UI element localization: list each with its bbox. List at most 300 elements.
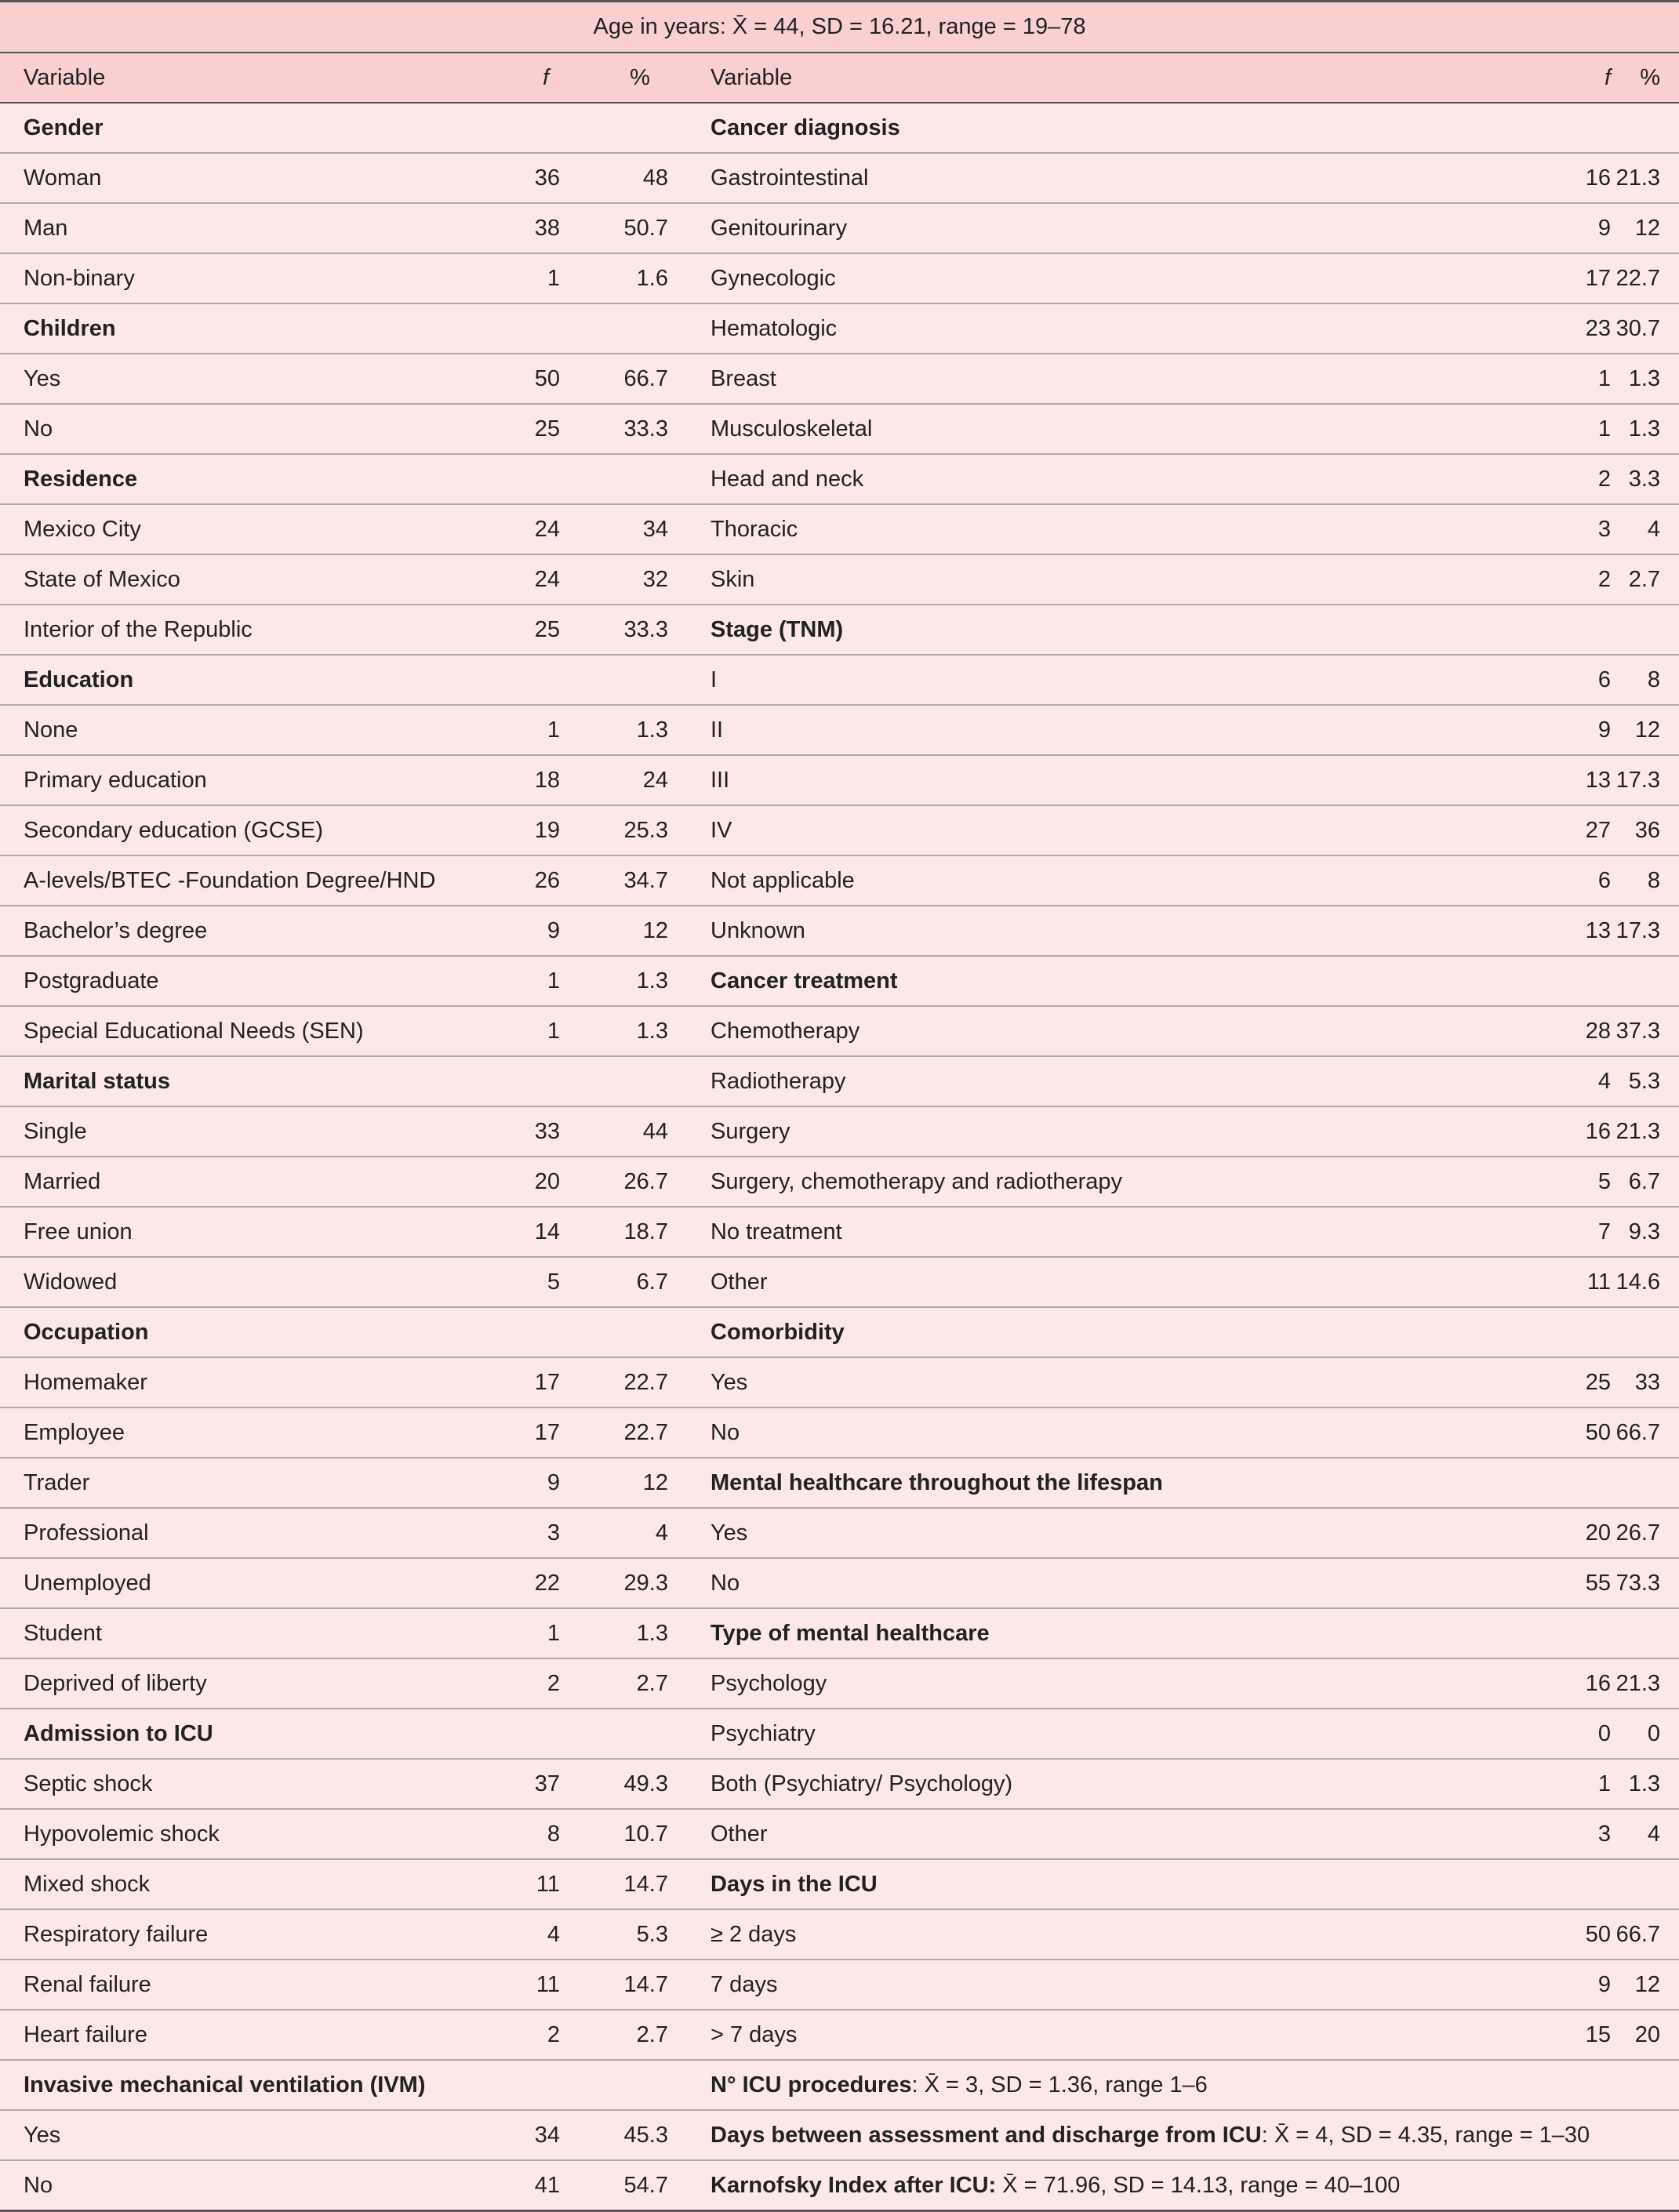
table-row (0, 1859, 1679, 1909)
table-row (0, 1157, 1679, 1207)
left-variable-label: Respiratory failure (0, 1909, 499, 1960)
summary-stat-value: : X̄ = 3, SD = 1.36, range 1–6 (911, 2072, 1208, 2098)
left-percent: 66.7 (561, 354, 687, 404)
table-row (0, 1759, 1679, 1809)
left-percent: 18.7 (561, 1207, 687, 1257)
right-frequency: 11 (1550, 1257, 1612, 1307)
col-header-f: f (499, 53, 561, 103)
right-percent: 4 (1612, 1809, 1679, 1859)
right-frequency: 20 (1550, 1508, 1612, 1558)
right-percent: 4 (1612, 504, 1679, 554)
table-row (0, 2160, 1679, 2211)
left-frequency: 24 (499, 554, 561, 605)
right-percent: 12 (1612, 1960, 1679, 2010)
left-frequency (499, 1307, 561, 1357)
right-variable-label: No (687, 1558, 1550, 1608)
summary-stat-value: X̄ = 71.96, SD = 14.13, range = 40–100 (996, 2172, 1401, 2198)
right-frequency: 9 (1550, 705, 1612, 755)
right-percent: 2.7 (1612, 554, 1679, 605)
left-frequency: 1 (499, 1608, 561, 1658)
left-percent: 12 (561, 906, 687, 956)
right-percent: 66.7 (1612, 1909, 1679, 1960)
table-row (0, 1658, 1679, 1709)
left-percent: 26.7 (561, 1157, 687, 1207)
left-percent: 6.7 (561, 1257, 687, 1307)
right-variable-label: Yes (687, 1508, 1550, 1558)
right-frequency: 1 (1550, 404, 1612, 454)
right-variable-label: Mental healthcare throughout the lifespan (687, 1458, 1550, 1508)
table-row (0, 855, 1679, 906)
left-percent: 22.7 (561, 1407, 687, 1458)
left-frequency: 26 (499, 855, 561, 906)
left-frequency: 38 (499, 203, 561, 253)
table-row (0, 1960, 1679, 2010)
right-variable-label: Head and neck (687, 454, 1550, 504)
left-frequency (499, 655, 561, 705)
left-frequency (499, 103, 561, 153)
left-frequency: 9 (499, 1458, 561, 1508)
right-frequency: 16 (1550, 1106, 1612, 1157)
right-percent (1612, 1859, 1679, 1909)
left-frequency: 11 (499, 1960, 561, 2010)
left-percent: 34 (561, 504, 687, 554)
left-variable-label: Mexico City (0, 504, 499, 554)
left-variable-label: Yes (0, 2110, 499, 2160)
table-row (0, 554, 1679, 605)
right-percent: 26.7 (1612, 1508, 1679, 1558)
right-summary-stat (687, 2160, 1679, 2211)
left-percent: 45.3 (561, 2110, 687, 2160)
table-row (0, 1407, 1679, 1458)
right-summary-stat (687, 2110, 1679, 2160)
table-row (0, 454, 1679, 504)
right-frequency: 5 (1550, 1157, 1612, 1207)
right-frequency: 13 (1550, 906, 1612, 956)
left-percent: 54.7 (561, 2160, 687, 2211)
left-frequency: 14 (499, 1207, 561, 1257)
table-row (0, 1357, 1679, 1407)
left-percent: 33.3 (561, 404, 687, 454)
right-percent (1612, 1458, 1679, 1508)
right-percent: 0 (1612, 1709, 1679, 1759)
left-frequency (499, 303, 561, 354)
left-percent: 5.3 (561, 1909, 687, 1960)
left-percent (561, 1056, 687, 1106)
left-percent: 44 (561, 1106, 687, 1157)
right-frequency: 1 (1550, 1759, 1612, 1809)
right-percent: 8 (1612, 655, 1679, 705)
right-variable-label: Surgery, chemotherapy and radiotherapy (687, 1157, 1550, 1207)
table-row (0, 1909, 1679, 1960)
left-percent: 33.3 (561, 605, 687, 655)
left-percent: 50.7 (561, 203, 687, 253)
right-variable-label: 7 days (687, 1960, 1550, 2010)
right-variable-label: IV (687, 805, 1550, 855)
right-percent: 17.3 (1612, 906, 1679, 956)
right-percent: 73.3 (1612, 1558, 1679, 1608)
right-frequency: 2 (1550, 554, 1612, 605)
right-variable-label: Yes (687, 1357, 1550, 1407)
summary-stat-value: : X̄ = 4, SD = 4.35, range = 1–30 (1261, 2122, 1590, 2148)
left-frequency: 19 (499, 805, 561, 855)
col-header-f-2: f (1550, 53, 1612, 103)
left-variable-label: None (0, 705, 499, 755)
right-variable-label: Not applicable (687, 855, 1550, 906)
left-frequency: 1 (499, 705, 561, 755)
right-percent: 21.3 (1612, 153, 1679, 203)
left-frequency: 8 (499, 1809, 561, 1859)
left-variable-label: Children (0, 303, 499, 354)
right-frequency: 13 (1550, 755, 1612, 805)
table-row (0, 655, 1679, 705)
left-frequency (499, 1056, 561, 1106)
table-row (0, 956, 1679, 1006)
table-row (0, 354, 1679, 404)
left-variable-label: No (0, 2160, 499, 2211)
table-row (0, 1257, 1679, 1307)
right-percent (1612, 1307, 1679, 1357)
right-frequency: 27 (1550, 805, 1612, 855)
table-row (0, 404, 1679, 454)
left-frequency: 2 (499, 2010, 561, 2060)
table-row (0, 2010, 1679, 2060)
right-variable-label: III (687, 755, 1550, 805)
right-frequency: 23 (1550, 303, 1612, 354)
left-variable-label: Renal failure (0, 1960, 499, 2010)
left-frequency (499, 2060, 561, 2110)
right-variable-label: Thoracic (687, 504, 1550, 554)
left-variable-label: Admission to ICU (0, 1709, 499, 1759)
table-row (0, 605, 1679, 655)
right-frequency (1550, 1859, 1612, 1909)
right-frequency: 15 (1550, 2010, 1612, 2060)
right-frequency: 4 (1550, 1056, 1612, 1106)
right-frequency (1550, 605, 1612, 655)
table-row (0, 1106, 1679, 1157)
right-variable-label: Cancer treatment (687, 956, 1550, 1006)
left-percent: 1.6 (561, 253, 687, 303)
table-row (0, 755, 1679, 805)
left-percent (561, 1709, 687, 1759)
left-percent: 10.7 (561, 1809, 687, 1859)
right-percent: 1.3 (1612, 1759, 1679, 1809)
left-frequency: 37 (499, 1759, 561, 1809)
left-frequency: 33 (499, 1106, 561, 1157)
table-row (0, 1207, 1679, 1257)
right-frequency (1550, 103, 1612, 153)
right-frequency (1550, 1608, 1612, 1658)
right-percent: 9.3 (1612, 1207, 1679, 1257)
right-variable-label: Psychiatry (687, 1709, 1550, 1759)
left-variable-label: Single (0, 1106, 499, 1157)
right-variable-label: Breast (687, 354, 1550, 404)
right-variable-label: Skin (687, 554, 1550, 605)
left-variable-label: Trader (0, 1458, 499, 1508)
table-row (0, 153, 1679, 203)
left-variable-label: Bachelor’s degree (0, 906, 499, 956)
table-row (0, 1709, 1679, 1759)
right-percent: 12 (1612, 203, 1679, 253)
right-variable-label: Radiotherapy (687, 1056, 1550, 1106)
table-body (0, 2, 1679, 2211)
left-frequency: 5 (499, 1257, 561, 1307)
left-frequency: 25 (499, 404, 561, 454)
right-variable-label: No (687, 1407, 1550, 1458)
table-row (0, 1608, 1679, 1658)
left-percent: 2.7 (561, 2010, 687, 2060)
left-variable-label: Occupation (0, 1307, 499, 1357)
right-variable-label: Gynecologic (687, 253, 1550, 303)
right-percent: 17.3 (1612, 755, 1679, 805)
right-percent (1612, 1608, 1679, 1658)
right-frequency: 17 (1550, 253, 1612, 303)
left-variable-label: Man (0, 203, 499, 253)
right-percent: 30.7 (1612, 303, 1679, 354)
table-row (0, 805, 1679, 855)
left-frequency: 25 (499, 605, 561, 655)
table-caption-row (0, 2, 1679, 53)
table-row (0, 303, 1679, 354)
left-percent: 29.3 (561, 1558, 687, 1608)
right-variable-label: Stage (TNM) (687, 605, 1550, 655)
right-frequency: 1 (1550, 354, 1612, 404)
left-variable-label: State of Mexico (0, 554, 499, 605)
right-variable-label: > 7 days (687, 2010, 1550, 2060)
left-frequency: 11 (499, 1859, 561, 1909)
left-variable-label: Gender (0, 103, 499, 153)
left-percent: 4 (561, 1508, 687, 1558)
right-variable-label: Unknown (687, 906, 1550, 956)
right-frequency: 7 (1550, 1207, 1612, 1257)
right-percent: 22.7 (1612, 253, 1679, 303)
right-percent: 5.3 (1612, 1056, 1679, 1106)
left-variable-label: Employee (0, 1407, 499, 1458)
left-percent: 32 (561, 554, 687, 605)
right-percent: 33 (1612, 1357, 1679, 1407)
left-frequency: 2 (499, 1658, 561, 1709)
left-percent: 14.7 (561, 1960, 687, 2010)
right-frequency: 0 (1550, 1709, 1612, 1759)
left-percent (561, 454, 687, 504)
left-variable-label: Yes (0, 354, 499, 404)
left-variable-label: Hypovolemic shock (0, 1809, 499, 1859)
right-variable-label: Musculoskeletal (687, 404, 1550, 454)
left-frequency (499, 1709, 561, 1759)
left-variable-label: Heart failure (0, 2010, 499, 2060)
left-percent: 22.7 (561, 1357, 687, 1407)
table-row (0, 2060, 1679, 2110)
left-frequency: 22 (499, 1558, 561, 1608)
right-variable-label: I (687, 655, 1550, 705)
right-percent: 8 (1612, 855, 1679, 906)
table-row (0, 1458, 1679, 1508)
right-variable-label: Hematologic (687, 303, 1550, 354)
table-row (0, 1056, 1679, 1106)
left-percent: 25.3 (561, 805, 687, 855)
left-frequency (499, 454, 561, 504)
left-variable-label: No (0, 404, 499, 454)
right-frequency: 28 (1550, 1006, 1612, 1056)
right-frequency: 6 (1550, 655, 1612, 705)
left-percent: 49.3 (561, 1759, 687, 1809)
right-percent (1612, 605, 1679, 655)
left-variable-label: Education (0, 655, 499, 705)
left-variable-label: Married (0, 1157, 499, 1207)
left-percent: 48 (561, 153, 687, 203)
left-percent: 24 (561, 755, 687, 805)
right-frequency: 25 (1550, 1357, 1612, 1407)
right-percent: 14.6 (1612, 1257, 1679, 1307)
table-row (0, 203, 1679, 253)
left-percent: 34.7 (561, 855, 687, 906)
table-row (0, 253, 1679, 303)
table-row (0, 1508, 1679, 1558)
right-percent (1612, 103, 1679, 153)
right-frequency: 6 (1550, 855, 1612, 906)
right-percent (1612, 956, 1679, 1006)
left-variable-label: Invasive mechanical ventilation (IVM) (0, 2060, 499, 2110)
right-frequency: 9 (1550, 203, 1612, 253)
table-row (0, 906, 1679, 956)
left-percent (561, 303, 687, 354)
left-variable-label: Unemployed (0, 1558, 499, 1608)
age-summary: Age in years: X̄ = 44, SD = 16.21, range = 19–78 (0, 2, 1679, 53)
left-frequency: 9 (499, 906, 561, 956)
left-variable-label: Deprived of liberty (0, 1658, 499, 1709)
left-percent: 2.7 (561, 1658, 687, 1709)
col-header-pct: % (561, 53, 687, 103)
table-row (0, 1006, 1679, 1056)
right-frequency: 50 (1550, 1909, 1612, 1960)
left-percent (561, 1307, 687, 1357)
right-variable-label: Type of mental healthcare (687, 1608, 1550, 1658)
table-row (0, 705, 1679, 755)
left-variable-label: Woman (0, 153, 499, 203)
summary-stat-label: N° ICU procedures (710, 2072, 912, 2098)
right-variable-label: Other (687, 1809, 1550, 1859)
left-frequency: 50 (499, 354, 561, 404)
left-frequency: 36 (499, 153, 561, 203)
right-percent: 66.7 (1612, 1407, 1679, 1458)
right-variable-label: No treatment (687, 1207, 1550, 1257)
left-variable-label: Homemaker (0, 1357, 499, 1407)
left-frequency: 41 (499, 2160, 561, 2211)
right-percent: 1.3 (1612, 354, 1679, 404)
right-variable-label: Psychology (687, 1658, 1550, 1709)
left-variable-label: Interior of the Republic (0, 605, 499, 655)
left-variable-label: Widowed (0, 1257, 499, 1307)
left-frequency: 18 (499, 755, 561, 805)
right-percent: 36 (1612, 805, 1679, 855)
right-variable-label: Comorbidity (687, 1307, 1550, 1357)
right-variable-label: Gastrointestinal (687, 153, 1550, 203)
right-variable-label: Chemotherapy (687, 1006, 1550, 1056)
left-percent: 1.3 (561, 1006, 687, 1056)
right-frequency: 2 (1550, 454, 1612, 504)
summary-stat-label: Days between assessment and discharge from ICU (710, 2122, 1262, 2148)
right-frequency (1550, 1458, 1612, 1508)
left-variable-label: Septic shock (0, 1759, 499, 1809)
table-row (0, 2110, 1679, 2160)
right-percent: 1.3 (1612, 404, 1679, 454)
right-frequency: 16 (1550, 153, 1612, 203)
left-percent (561, 655, 687, 705)
table-row (0, 1809, 1679, 1859)
right-variable-label: Cancer diagnosis (687, 103, 1550, 153)
right-variable-label: Genitourinary (687, 203, 1550, 253)
right-percent: 20 (1612, 2010, 1679, 2060)
left-variable-label: A-levels/BTEC -Foundation Degree/HND (0, 855, 499, 906)
left-variable-label: Residence (0, 454, 499, 504)
left-variable-label: Mixed shock (0, 1859, 499, 1909)
right-frequency: 55 (1550, 1558, 1612, 1608)
right-frequency (1550, 1307, 1612, 1357)
left-percent: 14.7 (561, 1859, 687, 1909)
table-row (0, 103, 1679, 153)
right-variable-label: Days in the ICU (687, 1859, 1550, 1909)
col-header-variable-2: Variable (687, 53, 1550, 103)
left-frequency: 3 (499, 1508, 561, 1558)
column-header-row (0, 53, 1679, 103)
left-frequency: 24 (499, 504, 561, 554)
left-percent (561, 103, 687, 153)
left-frequency: 17 (499, 1357, 561, 1407)
left-variable-label: Marital status (0, 1056, 499, 1106)
left-variable-label: Secondary education (GCSE) (0, 805, 499, 855)
right-variable-label: ≥ 2 days (687, 1909, 1550, 1960)
right-percent: 3.3 (1612, 454, 1679, 504)
left-percent: 1.3 (561, 1608, 687, 1658)
left-variable-label: Professional (0, 1508, 499, 1558)
left-frequency: 34 (499, 2110, 561, 2160)
right-summary-stat (687, 2060, 1679, 2110)
left-percent: 12 (561, 1458, 687, 1508)
table-row (0, 504, 1679, 554)
right-frequency: 16 (1550, 1658, 1612, 1709)
right-percent: 6.7 (1612, 1157, 1679, 1207)
col-header-pct-2: % (1612, 53, 1679, 103)
right-percent: 37.3 (1612, 1006, 1679, 1056)
left-frequency: 4 (499, 1909, 561, 1960)
left-variable-label: Postgraduate (0, 956, 499, 1006)
left-frequency: 1 (499, 1006, 561, 1056)
right-frequency: 3 (1550, 1809, 1612, 1859)
left-variable-label: Special Educational Needs (SEN) (0, 1006, 499, 1056)
left-variable-label: Primary education (0, 755, 499, 805)
right-percent: 21.3 (1612, 1106, 1679, 1157)
left-frequency: 20 (499, 1157, 561, 1207)
right-frequency: 9 (1550, 1960, 1612, 2010)
right-variable-label: II (687, 705, 1550, 755)
left-percent (561, 2060, 687, 2110)
right-percent: 21.3 (1612, 1658, 1679, 1709)
left-frequency: 1 (499, 956, 561, 1006)
col-header-variable: Variable (0, 53, 499, 103)
summary-stat-label: Karnofsky Index after ICU: (710, 2172, 997, 2198)
right-frequency: 3 (1550, 504, 1612, 554)
table-row (0, 1558, 1679, 1608)
left-variable-label: Student (0, 1608, 499, 1658)
left-frequency: 1 (499, 253, 561, 303)
left-frequency: 17 (499, 1407, 561, 1458)
right-frequency (1550, 956, 1612, 1006)
right-percent: 12 (1612, 705, 1679, 755)
right-frequency: 50 (1550, 1407, 1612, 1458)
table-row (0, 1307, 1679, 1357)
left-percent: 1.3 (561, 705, 687, 755)
left-variable-label: Non-binary (0, 253, 499, 303)
right-variable-label: Other (687, 1257, 1550, 1307)
